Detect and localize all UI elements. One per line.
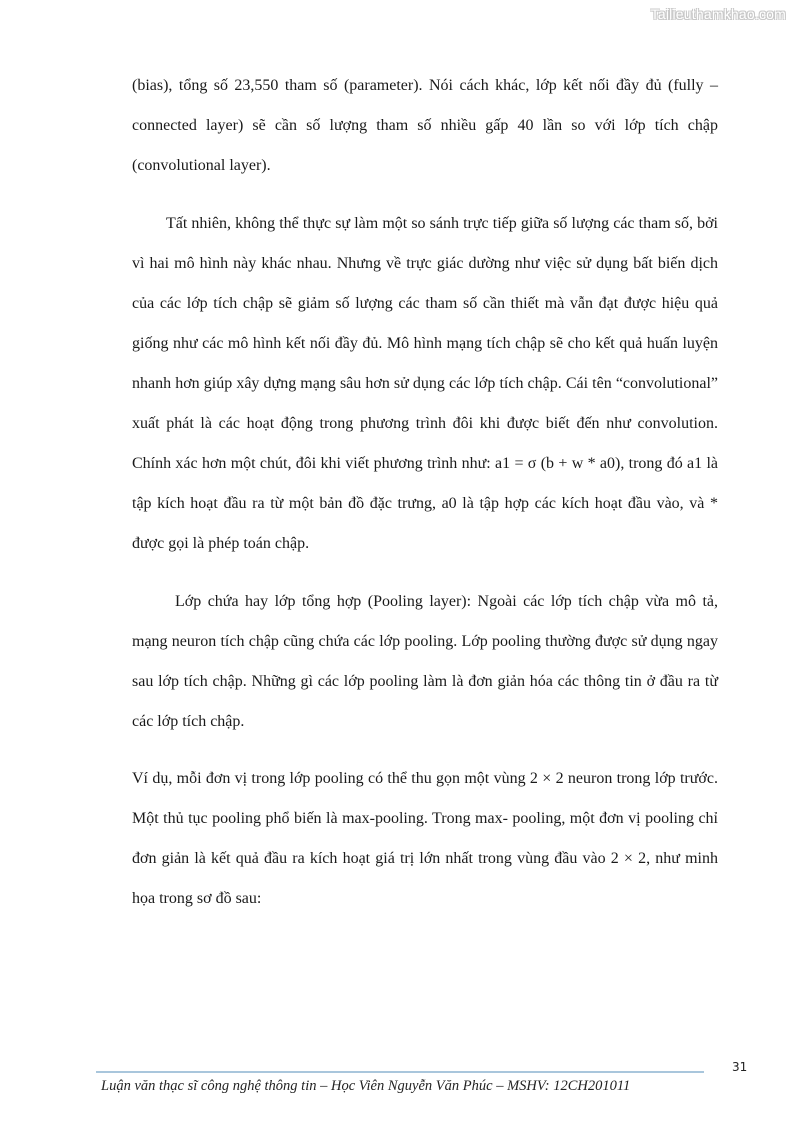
page-body-4 (132, 759, 718, 919)
paragraph-1: (bias), tổng số 23,550 tham số (parameter). Nói cách khác, lớp kết nối đầy đủ (fully – connected layer) sẽ cần số lượng tham số nhiều gấp 40 lần so với lớp tích chập (convolutional layer). (132, 77, 718, 174)
page-body (132, 66, 718, 186)
footer-divider (96, 1071, 704, 1073)
paragraph-2: Tất nhiên, không thể thực sự làm một so sánh trực tiếp giữa số lượng các tham số, bởi vì hai mô hình này khác nhau. Nhưng về trực giác dường như việc sử dụng bất biến dịch của các lớp tích chập sẽ giảm số lượng các tham số cần thiết mà vẫn đạt được hiệu quả giống như các mô hình kết nối đầy đủ. Mô hình mạng tích chập sẽ cho kết quả huấn luyện nhanh hơn giúp xây dựng mạng sâu hơn sử dụng các lớp tích chập. Cái tên “convolutional” xuất phát là các hoạt động trong phương trình đôi khi được biết đến như convolution. Chính xác hơn một chút, đôi khi viết phương trình như: a1 = σ (b + w * a0), trong đó a1 là tập kích hoạt đầu ra từ một bản đồ đặc trưng, a0 là tập hợp các kích hoạt đầu vào, và * được gọi là phép toán chập. (132, 215, 719, 552)
watermark: Tailieuthamkhao.com (650, 6, 786, 22)
paragraph-3: Lớp chứa hay lớp tổng hợp (Pooling layer): Ngoài các lớp tích chập vừa mô tả, mạng neuron tích chập cũng chứa các lớp pooling. Lớp pooling thường được sử dụng ngay sau lớp tích chập. Những gì các lớp pooling làm là đơn giản hóa các thông tin ở đầu ra từ các lớp tích chập. (132, 593, 718, 730)
page-number: 31 (732, 1060, 748, 1074)
footer-text: Luận văn thạc sĩ công nghệ thông tin – Học Viên Nguyễn Văn Phúc – MSHV: 12CH201011 (101, 1078, 631, 1094)
page-body-3 (132, 582, 718, 742)
paragraph-4: Ví dụ, mỗi đơn vị trong lớp pooling có thể thu gọn một vùng 2 × 2 neuron trong lớp trước. Một thủ tục pooling phổ biến là max-pooling. Trong max- pooling, một đơn vị pooling chỉ đơn giản là kết quả đầu ra kích hoạt giá trị lớn nhất trong vùng đầu vào 2 × 2, như minh họa trong sơ đồ sau: (132, 770, 718, 907)
page-body-2 (132, 204, 718, 564)
